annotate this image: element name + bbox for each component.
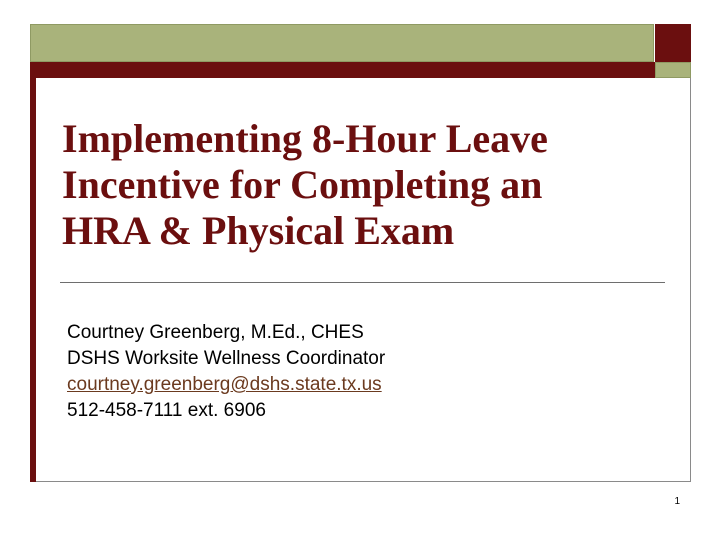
top-red-square xyxy=(655,24,691,62)
presenter-phone: 512-458-7111 ext. 6906 xyxy=(67,400,266,421)
page-number: 1 xyxy=(674,496,680,507)
presenter-role: DSHS Worksite Wellness Coordinator xyxy=(67,348,386,369)
title-underline xyxy=(60,282,665,283)
presenter-email-link[interactable]: courtney.greenberg@dshs.state.tx.us xyxy=(67,374,382,395)
small-green-square xyxy=(655,62,691,78)
presenter-info xyxy=(67,320,657,424)
top-green-bar xyxy=(30,24,654,62)
red-header-band xyxy=(30,62,655,78)
presenter-email-line xyxy=(67,372,657,398)
slide-title: Implementing 8-Hour Leave Incentive for Completing an HRA & Physical Exam xyxy=(62,116,548,253)
presenter-name: Courtney Greenberg, M.Ed., CHES xyxy=(67,322,364,343)
